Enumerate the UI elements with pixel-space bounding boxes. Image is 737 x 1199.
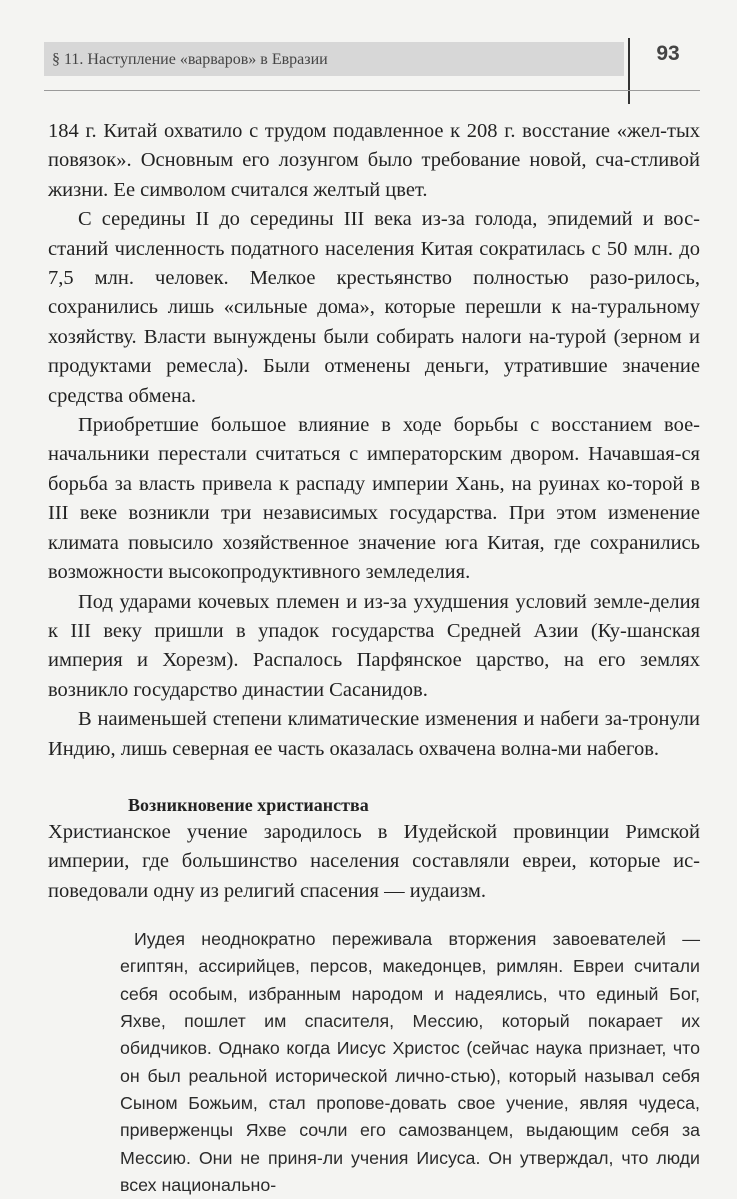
paragraph-india: В наименьшей степени климатические изменения и набеги за-тронули Индию, лишь северная ее часть оказалась охвачена волна-ми набегов. bbox=[48, 708, 700, 760]
header-divider-vertical bbox=[628, 38, 630, 104]
header-rule bbox=[44, 90, 700, 91]
paragraph-population-decline: С середины II до середины III века из-за голода, эпидемий и вос-станий численность податного населения Китая сократилась с 50 млн. до 7,5 млн. человек. Мелкое крестьянство полностью разо-рилось, сохранились лишь «сильные дома», которые перешли к на-туральному хозяйству. Власти вынуждены были собирать налоги на-турой (зерном и продуктами ремесла). Были отменены деньги, утратившие значение средства обмена. bbox=[48, 208, 700, 407]
section-intro-paragraph: Христианское учение зародилось в Иудейской провинции Римской империи, где большинство населения составляли евреи, которые ис-поведовали одну из религий спасения — иудаизм. bbox=[48, 820, 700, 902]
running-header-title: § 11. Наступление «варваров» в Евразии bbox=[52, 51, 328, 68]
section-heading: Возникновение христианства bbox=[128, 794, 369, 815]
aside-text: Иудея неоднократно переживала вторжения завоевателей — египтян, ассирийцев, персов, македонцев, римлян. Евреи считали себя особым, избранным народом и надеялись, что единый Бог, Яхве, пошлет им спасителя, Мессию, который покарает их обидчиков. Однако когда Иисус Христос (сейчас наука признает, что он был реальной исторической лично-стью), который называл себя Сыном Божьим, стал пропове-довать свое учение, являя чудеса, приверженцы Яхве сочли его самозванцем, выдающим себя за Мессию. Они не приня-ли учения Иисуса. Он утверждал, что люди всех национально- bbox=[120, 929, 700, 1195]
paragraph-han-collapse: Приобретшие большое влияние в ходе борьбы с восстанием вое-начальники перестали считаться с императорским двором. Начавшая-ся борьба за власть привела к распаду империи Хань, на руинах ко-торой в III веке возникли три независимых государства. При этом изменение климата повысило хозяйственное значение юга Китая, где сохранились возможности высокопродуктивного земледелия. bbox=[48, 414, 700, 584]
page-body bbox=[48, 117, 700, 1199]
paragraph-central-asia: Под ударами кочевых племен и из-за ухудшения условий земле-делия к III веку пришли в упадок государства Средней Азии (Ку-шанская империя и Хорезм). Распалось Парфянское царство, на его землях возникло государство династии Сасанидов. bbox=[48, 590, 700, 701]
page-number: 93 bbox=[656, 42, 680, 65]
aside-block bbox=[120, 926, 700, 1199]
paragraph-yellow-turbans: 184 г. Китай охватило с трудом подавленное к 208 г. восстание «жел-тых повязок». Основным его лозунгом было требование новой, сча-стливой жизни. Ее символом считался желтый цвет. bbox=[48, 120, 700, 201]
